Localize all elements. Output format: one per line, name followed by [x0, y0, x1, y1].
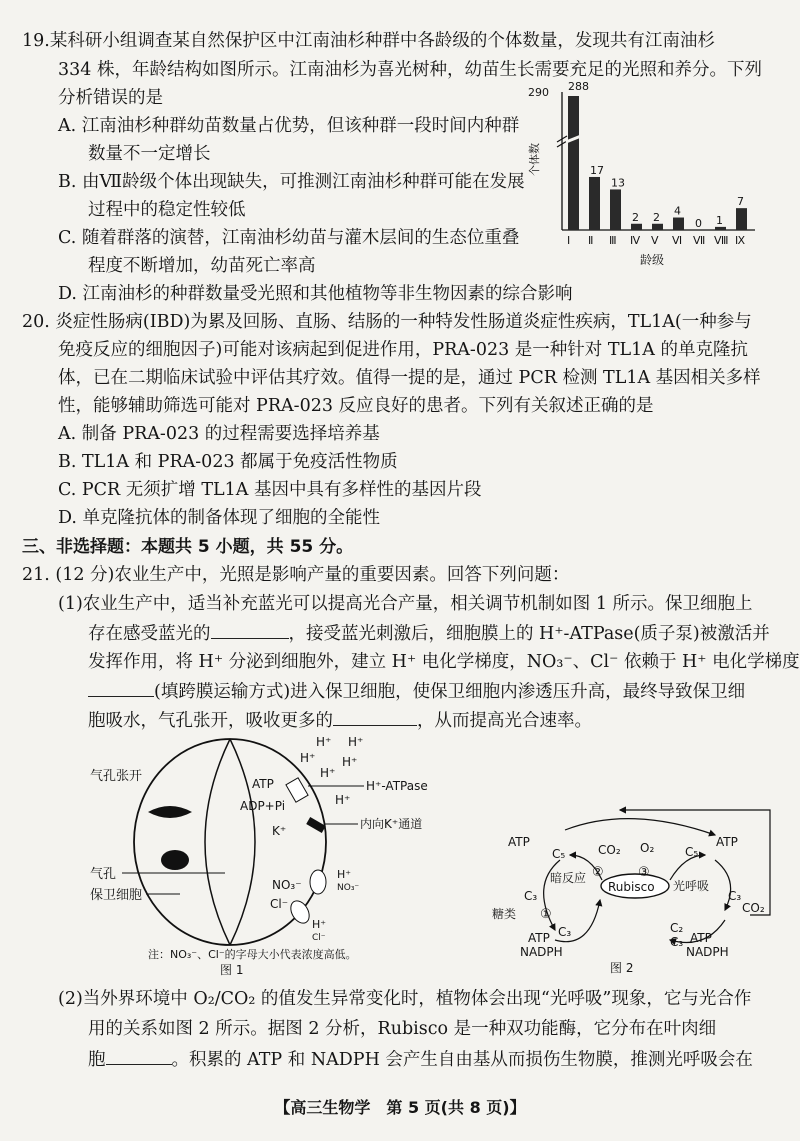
label-h-1: H⁺ [316, 735, 332, 749]
bar-value-label-1: 17 [590, 163, 604, 177]
bar-5 [673, 218, 684, 230]
bar-3 [631, 224, 642, 230]
q20-stem-line2: 免疫反应的细胞因子)可能对该病起到促进作用，PRA-023 是一种针对 TL1A 的单克隆抗 [58, 340, 748, 360]
figure-2-caption: 图 2 [610, 961, 634, 975]
q21-p2-line3-a: 胞 [88, 1050, 106, 1070]
label-cl-in: Cl⁻ [270, 897, 289, 911]
label-stoma-open: 气孔张开 [90, 769, 143, 784]
bar-0 [568, 96, 579, 230]
label-no3-in: NO₃⁻ [272, 878, 302, 892]
label-atp-bottom-right: ATP [690, 931, 712, 945]
label-c3-left-a: C₃ [524, 889, 538, 903]
bar-value-label-6: 0 [695, 217, 702, 230]
bar-value-label-5: 4 [674, 204, 681, 218]
q19-option-b-cont: 过程中的稳定性较低 [88, 200, 246, 220]
x-axis-label: 龄级 [640, 253, 665, 267]
x-tick-0: Ⅰ [567, 234, 571, 247]
bar-value-label-7: 1 [716, 213, 723, 227]
x-tick-6: Ⅶ [693, 234, 706, 247]
bar-1 [589, 177, 600, 230]
label-atp-left: ATP [508, 835, 530, 849]
label-step-1: ① [540, 907, 552, 922]
x-tick-1: Ⅱ [588, 234, 594, 247]
x-tick-8: Ⅸ [735, 234, 746, 247]
q19-option-a-cont: 数量不一定增长 [88, 144, 211, 164]
q20-stem-line4: 性，能够辅助筛选可能对 PRA-023 反应良好的患者。下列有关叙述正确的是 [58, 396, 654, 416]
q19-option-b: B. 由Ⅶ龄级个体出现缺失，可推测江南油杉种群可能在发展 [58, 172, 525, 192]
bar-8 [736, 208, 747, 230]
label-nadph-left: NADPH [520, 945, 563, 959]
q21-p1-line2-a: 存在感受蓝光的 [88, 624, 211, 644]
label-co2-top: CO₂ [598, 843, 621, 857]
x-tick-7: Ⅷ [714, 234, 729, 247]
x-tick-2: Ⅲ [609, 234, 617, 247]
label-atp-bottom-left: ATP [528, 931, 550, 945]
q20-option-a: A. 制备 PRA-023 的过程需要选择培养基 [58, 424, 380, 444]
label-rubisco: Rubisco [608, 880, 655, 894]
q19-option-a: A. 江南油杉种群幼苗数量占优势，但该种群一段时间内种群 [58, 116, 520, 136]
label-cl-out: Cl⁻ [312, 933, 326, 943]
q21-p1-line5-a: 胞吸水，气孔张开，吸收更多的 [88, 711, 333, 731]
h-atpase-pump [286, 778, 308, 802]
bar-7 [715, 227, 726, 230]
figure-1-note: 注：NO₃⁻、Cl⁻的字母大小代表浓度高低。 [148, 948, 357, 961]
q19-stem-line2: 334 株，年龄结构如图所示。江南油杉为喜光树种，幼苗生长需要充足的光照和养分。下列 [58, 60, 762, 80]
nucleus [161, 850, 189, 870]
q20-stem-line1: 20. 炎症性肠病(IBD)为累及回肠、直肠、结肠的一种特发性肠道炎症性疾病，TL1A(一种参与 [22, 312, 752, 332]
label-h-3: H⁺ [300, 751, 316, 765]
label-h-no3: H⁺ [337, 868, 352, 881]
label-h-6: H⁺ [335, 793, 351, 807]
label-step-3: ③ [638, 865, 650, 880]
q19-stem-line3: 分析错误的是 [58, 88, 163, 108]
label-c3-bottom: C₃ [670, 935, 684, 949]
y-top-tick: 290 [528, 86, 549, 99]
q20-stem-line3: 体，已在二期临床试验中评估其疗效。值得一提的是，通过 PCR 检测 TL1A 基因相关多样 [58, 368, 761, 388]
x-tick-3: Ⅳ [630, 234, 641, 247]
label-h-2: H⁺ [348, 735, 364, 749]
label-guard-cell: 保卫细胞 [90, 888, 143, 903]
bar-value-label-2: 13 [611, 176, 625, 190]
q21-p2-line3-b: 。积累的 ATP 和 NADPH 会产生自由基从而损伤生物膜，推测光呼吸会在 [171, 1050, 753, 1070]
figure-1-caption: 图 1 [220, 963, 244, 977]
label-dark-reaction: 暗反应 [550, 871, 587, 885]
bar-4 [652, 224, 663, 230]
bar-value-label-4: 2 [653, 210, 660, 224]
q21-heading: 21. (12 分)农业生产中，光照是影响产量的重要因素。回答下列问题： [22, 565, 570, 585]
figure-2-photorespiration [490, 800, 780, 980]
q21-p1-line4-text: (填跨膜运输方式)进入保卫细胞，使保卫细胞内渗透压升高，最终导致保卫细 [154, 682, 746, 702]
label-no3-out: NO₃⁻ [337, 883, 360, 893]
label-c5-right: C₅ [685, 845, 699, 859]
q21-p1-line2 [88, 622, 770, 645]
q21-p1-line5 [88, 709, 592, 732]
q19-option-d: D. 江南油杉的种群数量受光照和其他植物等非生物因素的综合影响 [58, 284, 573, 304]
answer-blank-3[interactable] [333, 709, 417, 726]
label-h-atpase: H⁺-ATPase [366, 779, 428, 793]
q21-p1-line4 [88, 680, 745, 703]
label-c3-right: C₃ [728, 889, 742, 903]
q20-option-b: B. TL1A 和 PRA-023 都属于免疫活性物质 [58, 452, 398, 472]
label-nadph-right: NADPH [686, 945, 729, 959]
label-h-5: H⁺ [320, 766, 336, 780]
label-c2-a: C₂ [670, 921, 684, 935]
q19-stem-line1: 19.某科研小组调查某自然保护区中江南油杉种群中各龄级的个体数量，发现共有江南油杉 [22, 31, 715, 51]
label-atp-right: ATP [716, 835, 738, 849]
q20-option-d: D. 单克隆抗体的制备体现了细胞的全能性 [58, 508, 381, 528]
q21-p1-line2-b: ，接受蓝光刺激后，细胞膜上的 H⁺-ATPase(质子泵)被激活并 [288, 624, 770, 644]
label-h-cl: H⁺ [312, 918, 327, 931]
answer-blank-2[interactable] [88, 680, 154, 697]
figure-1-guard-cell [80, 732, 480, 977]
label-c5-left: C₅ [552, 847, 566, 861]
label-k-channel: 内向K⁺通道 [360, 817, 423, 831]
label-photorespiration: 光呼吸 [673, 879, 710, 893]
chloroplast [148, 806, 192, 818]
q19-option-c-cont: 程度不断增加，幼苗死亡率高 [88, 256, 316, 276]
label-co2-right: CO₂ [742, 901, 765, 915]
bar-value-label-3: 2 [632, 210, 639, 224]
label-adp-pi: ADP+Pi [240, 799, 286, 813]
label-stoma: 气孔 [90, 867, 117, 882]
y-axis-label: 个体数 [528, 143, 541, 176]
bar-2 [610, 189, 621, 230]
q21-p1-line1: (1)农业生产中，适当补充蓝光可以提高光合产量，相关调节机制如图 1 所示。保卫细胞上 [58, 594, 753, 614]
x-tick-4: Ⅴ [651, 234, 659, 247]
q21-p2-line2: 用的关系如图 2 所示。据图 2 分析，Rubisco 是一种双功能酶，它分布在叶肉细 [88, 1019, 717, 1039]
q19-option-c: C. 随着群落的演替，江南油杉幼苗与灌木层间的生态位重叠 [58, 228, 520, 248]
label-o2: O₂ [640, 841, 655, 855]
label-sugar: 糖类 [492, 907, 517, 921]
label-k: K⁺ [272, 824, 287, 838]
label-step-2: ② [592, 865, 604, 880]
label-h-4: H⁺ [342, 755, 358, 769]
age-structure-chart [520, 80, 760, 270]
q21-p2-line3 [88, 1048, 753, 1071]
q21-p2-line1: (2)当外界环境中 O₂/CO₂ 的值发生异常变化时，植物体会出现“光呼吸”现象，它与光合作 [58, 989, 752, 1009]
label-atp: ATP [252, 777, 274, 791]
q20-option-c: C. PCR 无须扩增 TL1A 基因中具有多样性的基因片段 [58, 480, 482, 500]
no3-transporter [310, 870, 326, 894]
bar-value-label-8: 7 [737, 195, 744, 209]
answer-blank-4[interactable] [106, 1048, 172, 1065]
q21-p1-line3: 发挥作用，将 H⁺ 分泌到细胞外，建立 H⁺ 电化学梯度，NO₃⁻、Cl⁻ 依赖于 H⁺ 电化学梯度 [88, 652, 800, 672]
x-tick-5: Ⅵ [672, 234, 683, 247]
bar-value-label-0: 288 [568, 80, 589, 93]
section-3-heading: 三、非选择题：本题共 5 小题，共 55 分。 [22, 537, 354, 557]
label-c3-left-b: C₃ [558, 925, 572, 939]
page-footer: 【高三生物学 第 5 页(共 8 页)】 [274, 1098, 526, 1117]
q21-p1-line5-b: ，从而提高光合速率。 [417, 711, 592, 731]
answer-blank-1[interactable] [211, 622, 289, 639]
